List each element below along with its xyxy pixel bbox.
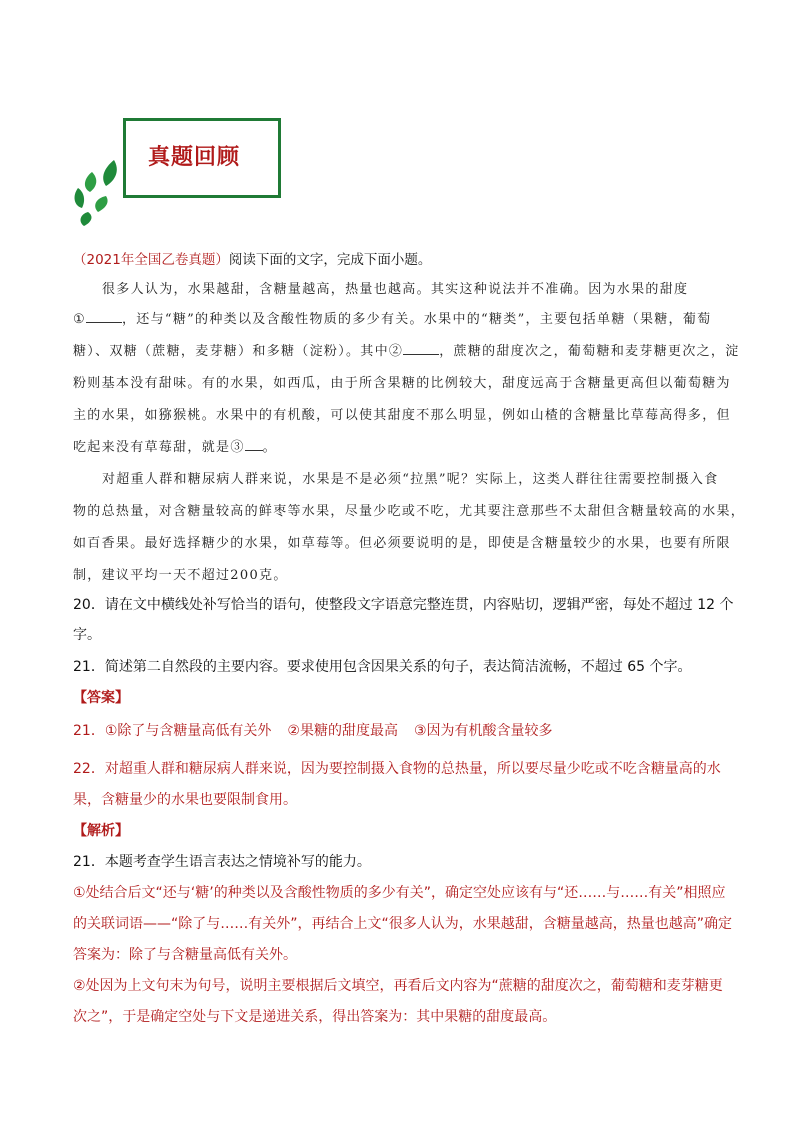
passage-line: 很多人认为，水果越甜，含糖量越高，热量也越高。其实这种说法并不准确。因为水果的甜度	[102, 282, 689, 297]
passage-line: 物的总热量，对含糖量较高的鲜枣等水果，尽量少吃或不吃，尤其要注意那些不太甜但含糖量较高的水果，	[73, 504, 746, 519]
passage-line: 粉则基本没有甜味。有的水果，如西瓜，由于所含果糖的比例较大，甜度远高于含糖量更高但以葡萄糖为	[73, 376, 731, 391]
passage-line: 吃起来没有草莓甜，就是③ 。	[73, 440, 277, 455]
question-21: 21．简述第二自然段的主要内容。要求使用包含因果关系的句子，表达简洁流畅，不超过 65 个字。	[73, 659, 692, 675]
question-source: （2021年全国乙卷真题）阅读下面的文字，完成下面小题。	[73, 252, 432, 268]
analysis-line: 的关联词语——“除了与……有关外”，再结合上文“很多人认为，水果越甜，含糖量越高，热量也越高”确定	[73, 916, 733, 932]
analysis-tag: 【解析】	[73, 823, 129, 839]
passage-line: 如百香果。最好选择糖少的水果，如草莓等。但必须要说明的是，即使是含糖量较少的水果，也要有所限	[73, 536, 731, 551]
exam-source: 2021年全国乙卷真题	[86, 252, 216, 268]
analysis-line: 次之”，于是确定空处与下文是递进关系，得出答案为：其中果糖的甜度最高。	[73, 1009, 557, 1025]
blank-3	[245, 438, 263, 451]
answer-tag: 【答案】	[73, 690, 129, 706]
passage-line: 主的水果，如猕猴桃。水果中的有机酸，可以使其甜度不那么明显，例如山楂的含糖量比草莓高得多，但	[73, 408, 731, 423]
blank-2	[403, 342, 439, 355]
analysis-line: 21．本题考查学生语言表达之情境补写的能力。	[73, 854, 371, 870]
answer-22: 22．对超重人群和糖尿病人群来说，因为要控制摄入食物的总热量，所以要尽量少吃或不吃含糖量高的水	[73, 761, 721, 777]
passage-line: 制，建议平均一天不超过200克。	[73, 568, 288, 583]
passage-line: 糖）、双糖（蔗糖，麦芽糖）和多糖（淀粉）。其中② ，蔗糖的甜度次之，葡萄糖和麦芽糖更次之，淀	[73, 344, 740, 359]
question-20: 20．请在文中横线处补写恰当的语句，使整段文字语意完整连贯，内容贴切，逻辑严密，每处不超过 12 个	[73, 597, 734, 613]
answer-21: 21．①除了与含糖量高低有关外 ②果糖的甜度最高 ③因为有机酸含量较多	[73, 723, 553, 739]
analysis-line: ②处因为上文句末为句号，说明主要根据后文填空，再看后文内容为“蔗糖的甜度次之，葡萄糖和麦芽糖更	[73, 978, 723, 994]
analysis-line: 答案为：除了与含糖量高低有关外。	[73, 947, 297, 963]
passage-line: 对超重人群和糖尿病人群来说，水果是不是必须“拉黑”呢？实际上，这类人群往往需要控制摄入食	[102, 472, 719, 487]
answer-22-cont: 果，含糖量少的水果也要限制食用。	[73, 792, 297, 808]
question-20-cont: 字。	[73, 627, 101, 643]
section-title: 真题回顾	[148, 144, 241, 170]
passage-line: ① ，还与“糖”的种类以及含酸性物质的多少有关。水果中的“糖类”，主要包括单糖（果糖，葡萄	[73, 312, 712, 327]
section-badge	[70, 118, 290, 228]
instruction: 阅读下面的文字，完成下面小题。	[228, 252, 432, 268]
blank-1	[86, 310, 122, 323]
analysis-line: ①处结合后文“还与‘糖’的种类以及含酸性物质的多少有关”，确定空处应该有与“还……与……有关”相照应	[73, 885, 726, 901]
